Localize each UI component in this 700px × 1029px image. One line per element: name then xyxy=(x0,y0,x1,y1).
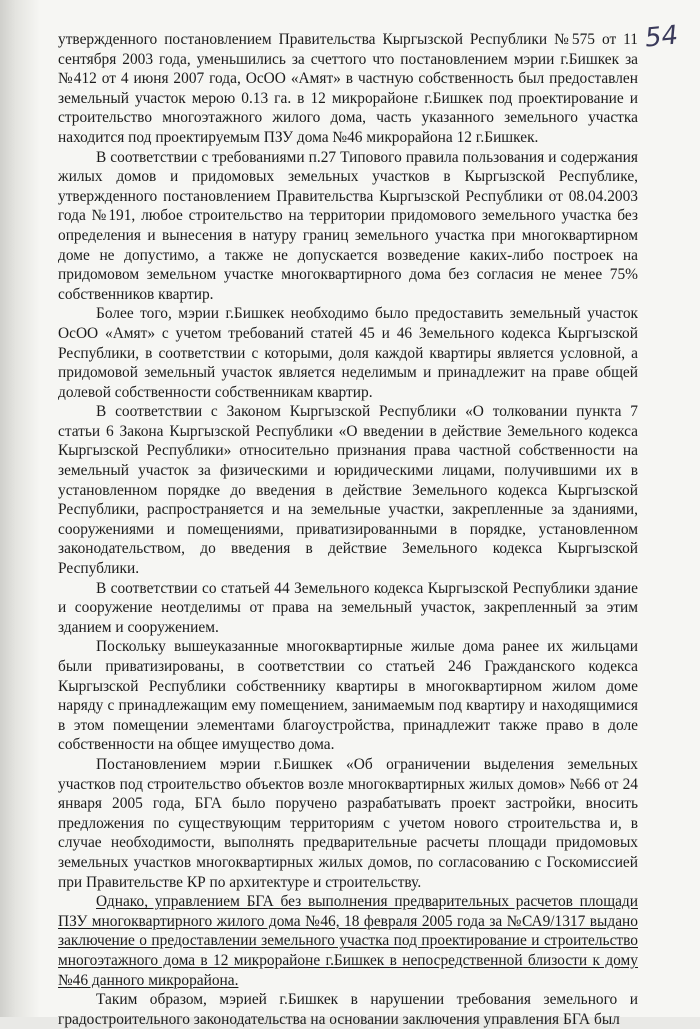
paragraph: В соответствии со статьей 44 Земельного кодекса Кыргызской Республики здание и сооружение неотделимы от права на земельный участок, закрепленный за этим зданием и сооружением. xyxy=(58,579,638,636)
document-body xyxy=(58,30,638,1029)
paragraph: В соответствии с Законом Кыргызской Республики «О толковании пункта 7 статьи 6 Закона Кыргызской Республики «О введении в действие Земельного кодекса Кыргызской Республики» относительно признания права частной собственности на земельный участок за физическими и юридическими лицами, получившими их в установленном порядке до введения в действие Земельного кодекса Кыргызской Республики, распространяется и на земельные участки, закрепленные за зданиями, сооружениями и помещениями, приватизированными в порядке, установленном законодательством, до введения в действие Земельного кодекса Кыргызской Республики. xyxy=(58,403,638,578)
paragraph: Постановлением мэрии г.Бишкек «Об ограничении выделения земельных участков под строительство объектов возле многоквартирных жилых домов» №66 от 24 января 2005 года, БГА было поручено разрабатывать проект застройки, вносить предложения по существующим территориям с учетом нового строительства и, в случае необходимости, выполнять предварительные расчеты площади придомовых земельных участков многоквартирных жилых домов, по согласованию с Госкомиссией при Правительстве КР по архитектуре и строительству. xyxy=(58,755,638,891)
paragraph: утвержденного постановлением Правительства Кыргызской Республики №575 от 11 сентября 2003 года, уменьшились за счеттого что постановлением мэрии г.Бишкек за №412 от 4 июня 2007 года, ОсОО «Амят» в частную собственность был предоставлен земельный участок мерою 0.13 га. в 12 микрорайоне г.Бишкек под проектирование и строительство многоэтажного жилого дома, часть указанного земельного участка находится под проектируемым ПЗУ дома №46 микрорайона 12 г.Бишкек. xyxy=(58,31,638,146)
scan-shadow-edge xyxy=(0,0,40,1017)
page-number: 54 xyxy=(643,20,680,54)
paragraph: В соответствии с требованиями п.27 Типового правила пользования и содержания жилых домов и придомовых земельных участков в Кыргызской Республике, утвержденного постановлением Правительства Кыргызской Республики от 08.04.2003 года №191, любое строительство на территории придомового земельного участка без определения и вынесения в натуру границ земельного участка при многоквартирном доме не допустимо, а также не допускается возведение каких-либо построек на придомовом земельном участке многоквартирного дома без согласия не менее 75% собственников квартир. xyxy=(58,148,638,303)
paragraph: Более того, мэрии г.Бишкек необходимо было предоставить земельный участок ОсОО «Амят» с учетом требований статей 45 и 46 Земельного кодекса Кыргызской Республики, в соответствии с которыми, доля каждой квартиры является условной, а придомовой земельный участок является неделимым и принадлежит на праве общей долевой собственности собственникам квартир. xyxy=(58,305,638,401)
paragraph: Таким образом, мэрией г.Бишкек в нарушении требования земельного и градостроительного законодательства на основании заключения управления БГА был xyxy=(58,991,638,1028)
paragraph: Поскольку вышеуказанные многоквартирные жилые дома ранее их жильцами были приватизированы, в соответствии со статьей 246 Гражданского кодекса Кыргызской Республики собственнику квартиры в многоквартирном жилом доме наряду с принадлежащим ему помещением, занимаемым под квартиру и находящимися в этом помещении элементами благоустройства, принадлежит также право в доле собственности на общее имущество дома. xyxy=(58,638,638,754)
underlined-paragraph: Однако, управлением БГА без выполнения предварительных расчетов площади ПЗУ многоквартирного жилого дома №46, 18 февраля 2005 года за №СА9/1317 выдано заключение о предоставлении земельного участка под проектирование и строительство многоэтажного дома в 12 микрорайоне г.Бишкек в непосредственной близости к дому №46 данного микрорайона. xyxy=(58,893,638,989)
